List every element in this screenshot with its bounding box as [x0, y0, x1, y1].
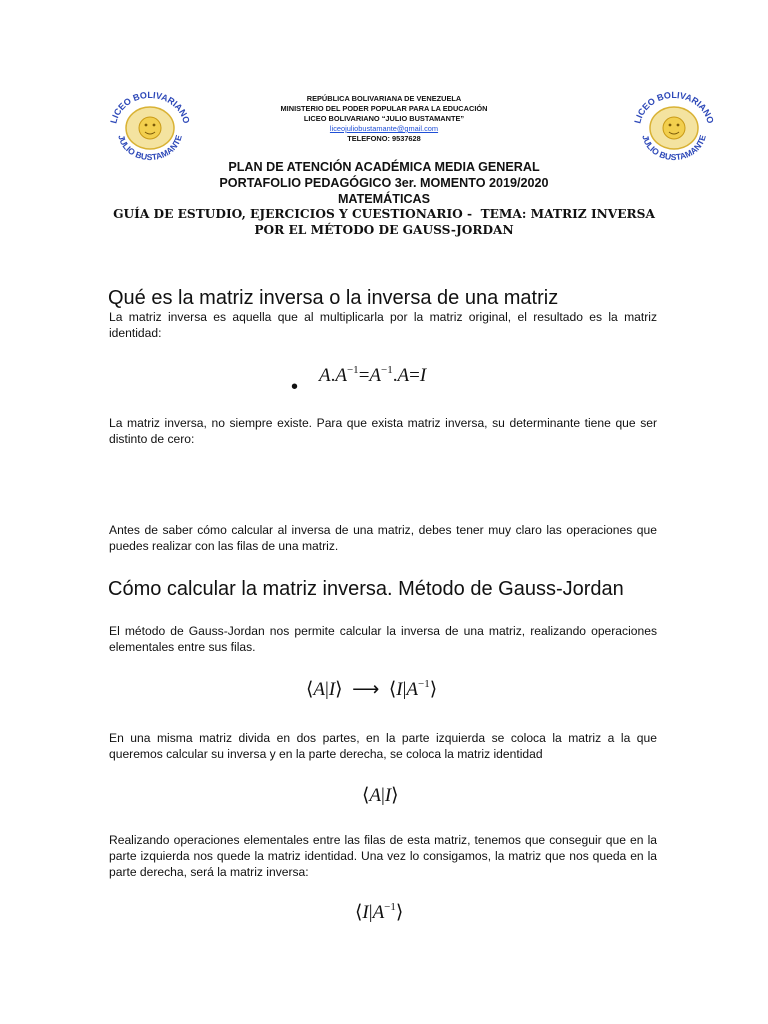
paragraph-definition: La matriz inversa es aquella que al multiplicarla por la matriz original, el resultado es la matriz identidad:: [109, 310, 657, 340]
phone-number: TELEFONO: 9537628: [347, 134, 421, 143]
section-heading-gauss-jordan: Cómo calcular la matriz inversa. Método de Gauss-Jordan: [108, 578, 624, 600]
svg-text:JULIO BUSTAMANTE: JULIO BUSTAMANTE: [116, 133, 184, 163]
section-heading-inverse: Qué es la matriz inversa o la inversa de una matriz: [108, 287, 559, 309]
email-link[interactable]: liceojuliobustamante@gmail.com: [329, 124, 439, 133]
paragraph-split-matrix: En una misma matriz divida en dos partes, en la parte izquierda se coloca la matriz a la que queremos calcular su inversa y en la parte derecha, se coloca la matriz identidad: [109, 731, 657, 761]
paragraph-result: Realizando operaciones elementales entre las filas de esta matriz, tenemos que conseguir que en la parte izquierda nos quede la matriz identidad. Una vez lo consigamos, la matriz que nos queda en la parte derecha, será la matriz inversa:: [109, 833, 657, 879]
plan-line: MATEMÁTICAS: [337, 192, 431, 206]
school-logo-right: [628, 88, 720, 166]
paragraph-existence: La matriz inversa, no siempre existe. Para que exista matriz inversa, su determinante tiene que ser distinto de cero:: [109, 416, 657, 446]
paragraph-method: El método de Gauss-Jordan nos permite calcular la inversa de una matriz, realizando operaciones elementales entre sus filas.: [109, 624, 657, 654]
guide-line: POR EL MÉTODO DE GAUSS-JORDAN: [254, 223, 514, 237]
school-logo-left: [104, 88, 196, 166]
svg-text:LICEO BOLIVARIANO: LICEO BOLIVARIANO: [108, 89, 192, 125]
guide-title: [106, 206, 662, 238]
formula-augmented-transform: ⟨A|I⟩ ⟶ $⟨I|A^{-1}⟩$: [306, 678, 438, 700]
plan-line: PORTAFOLIO PEDAGÓGICO 3er. MOMENTO 2019/2020: [219, 176, 549, 190]
institution-header: [250, 94, 518, 144]
formula-result-matrix: $⟨I|A^{-1}⟩$: [355, 901, 404, 923]
institution-line: REPÚBLICA BOLIVARIANA DE VENEZUELA: [306, 94, 462, 103]
institution-line: MINISTERIO DEL PODER POPULAR PARA LA EDUCACIÓN: [280, 104, 488, 113]
bullet: •: [291, 376, 299, 398]
formula-inverse-identity: $A.A^{-1}=A^{-1}.A=I$: [319, 364, 427, 386]
svg-text:LICEO BOLIVARIANO: LICEO BOLIVARIANO: [632, 89, 716, 125]
plan-line: PLAN DE ATENCIÓN ACADÉMICA MEDIA GENERAL: [228, 160, 540, 174]
plan-title: [200, 159, 568, 207]
guide-line: GUÍA DE ESTUDIO, EJERCICIOS Y CUESTIONARIO - TEMA: MATRIZ INVERSA: [113, 207, 655, 221]
paragraph-row-operations: Antes de saber cómo calcular al inversa de una matriz, debes tener muy claro las operaciones que puedes realizar con las filas de una matriz.: [109, 523, 657, 553]
institution-line: LICEO BOLIVARIANO “JULIO BUSTAMANTE”: [303, 114, 465, 123]
formula-augmented-matrix: ⟨A|I⟩: [362, 785, 399, 806]
svg-text:JULIO BUSTAMANTE: JULIO BUSTAMANTE: [640, 133, 708, 163]
